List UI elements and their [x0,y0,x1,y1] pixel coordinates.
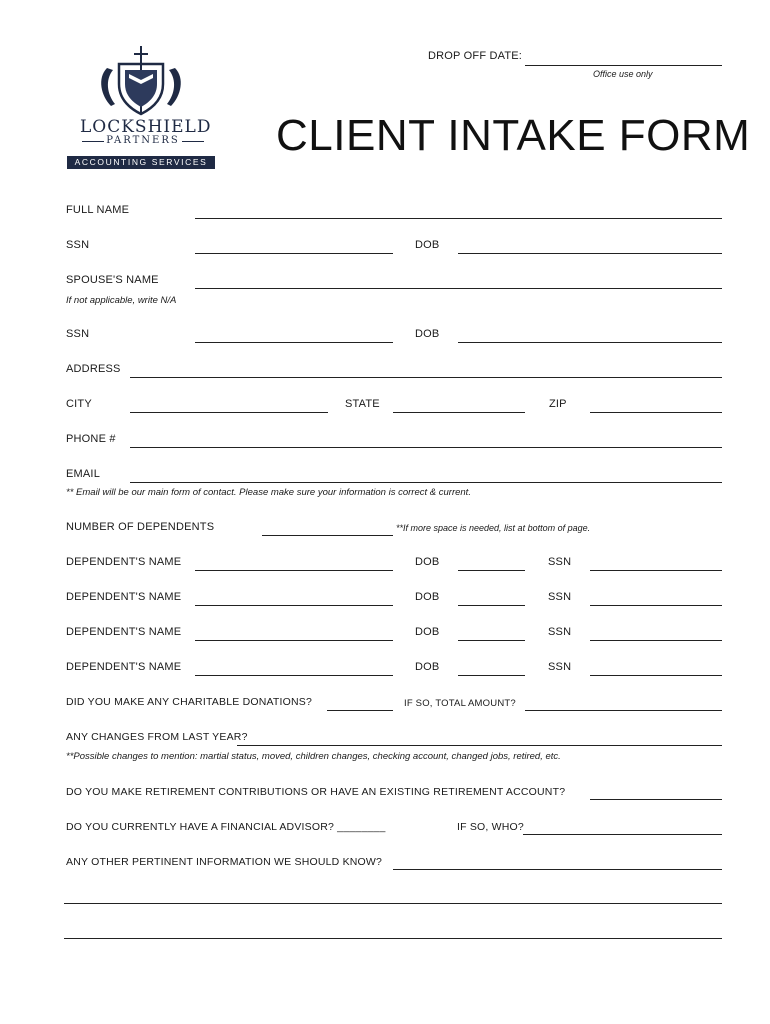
retirement-label: DO YOU MAKE RETIREMENT CONTRIBUTIONS OR HAVE AN EXISTING RETIREMENT ACCOUNT? [66,786,566,798]
dependent-3-dob-field[interactable] [458,640,525,641]
dependent-4-name-field[interactable] [195,675,393,676]
num-dependents-field[interactable] [262,535,393,536]
dependent-2-name-label: DEPENDENT'S NAME [66,591,182,603]
logo-banner: ACCOUNTING SERVICES [67,156,215,169]
dependent-2-ssn-label: SSN [548,591,572,603]
dependents-note: **If more space is needed, list at bottom of page. [396,523,591,533]
spouse-note: If not applicable, write N/A [66,295,177,306]
total-amount-label: IF SO, TOTAL AMOUNT? [404,698,516,709]
dependent-2-dob-label: DOB [415,591,440,603]
dependent-3-ssn-label: SSN [548,626,572,638]
changes-field[interactable] [237,745,722,746]
dependent-2-dob-field[interactable] [458,605,525,606]
dependent-3-name-label: DEPENDENT'S NAME [66,626,182,638]
spouse-dob-field[interactable] [458,342,722,343]
charitable-field[interactable] [327,710,393,711]
logo-subtitle: PARTNERS [106,135,180,146]
dependent-1-name-field[interactable] [195,570,393,571]
logo-name: LOCKSHIELD [80,117,212,137]
ssn-label: SSN [66,239,90,251]
advisor-label: DO YOU CURRENTLY HAVE A FINANCIAL ADVISOR? ________ [66,821,386,833]
dependent-2-ssn-field[interactable] [590,605,722,606]
changes-note: **Possible changes to mention: martial status, moved, children changes, checking account, changed jobs, retired, etc. [66,751,561,762]
dependent-1-dob-label: DOB [415,556,440,568]
ssn-field[interactable] [195,253,393,254]
advisor-name-field[interactable] [523,834,722,835]
logo-rule-right [182,141,204,142]
dependent-1-ssn-field[interactable] [590,570,722,571]
dependent-1-ssn-label: SSN [548,556,572,568]
spouse-dob-label: DOB [415,328,440,340]
dependent-4-ssn-field[interactable] [590,675,722,676]
spouse-ssn-field[interactable] [195,342,393,343]
dependent-4-name-label: DEPENDENT'S NAME [66,661,182,673]
email-label: EMAIL [66,468,101,480]
num-dependents-label: NUMBER OF DEPENDENTS [66,521,215,533]
zip-label: ZIP [549,398,567,410]
phone-label: PHONE # [66,433,116,445]
dob-label: DOB [415,239,440,251]
zip-field[interactable] [590,412,722,413]
drop-off-date-field[interactable] [525,65,722,66]
total-amount-field[interactable] [525,710,722,711]
dob-field[interactable] [458,253,722,254]
logo-rule-left [82,141,104,142]
other-info-label: ANY OTHER PERTINENT INFORMATION WE SHOULD KNOW? [66,856,383,868]
full-name-label: FULL NAME [66,204,130,216]
dependent-3-dob-label: DOB [415,626,440,638]
if-so-who-label: IF SO, WHO? [457,821,524,833]
city-field[interactable] [130,412,328,413]
address-label: ADDRESS [66,363,121,375]
dependent-1-dob-field[interactable] [458,570,525,571]
spouse-name-label: SPOUSE'S NAME [66,274,159,286]
spouse-ssn-label: SSN [66,328,90,340]
email-note: ** Email will be our main form of contact. Please make sure your information is correct & current. [66,487,471,498]
state-label: STATE [345,398,380,410]
full-name-field[interactable] [195,218,722,219]
office-use-note: Office use only [593,69,653,79]
dependent-2-name-field[interactable] [195,605,393,606]
company-logo [67,44,215,172]
dependent-4-ssn-label: SSN [548,661,572,673]
dependent-3-name-field[interactable] [195,640,393,641]
email-field[interactable] [130,482,722,483]
phone-field[interactable] [130,447,722,448]
dependent-4-dob-field[interactable] [458,675,525,676]
other-info-line-3[interactable] [64,938,722,939]
city-label: CITY [66,398,92,410]
retirement-field[interactable] [590,799,722,800]
dependent-1-name-label: DEPENDENT'S NAME [66,556,182,568]
charitable-label: DID YOU MAKE ANY CHARITABLE DONATIONS? [66,696,313,708]
other-info-field[interactable] [393,869,722,870]
drop-off-date-label: DROP OFF DATE: [428,50,523,62]
page-title: CLIENT INTAKE FORM [276,111,751,160]
dependent-4-dob-label: DOB [415,661,440,673]
state-field[interactable] [393,412,525,413]
spouse-name-field[interactable] [195,288,722,289]
other-info-line-2[interactable] [64,903,722,904]
changes-label: ANY CHANGES FROM LAST YEAR? [66,731,248,743]
shield-crest-icon [67,44,215,116]
address-field[interactable] [130,377,722,378]
dependent-3-ssn-field[interactable] [590,640,722,641]
